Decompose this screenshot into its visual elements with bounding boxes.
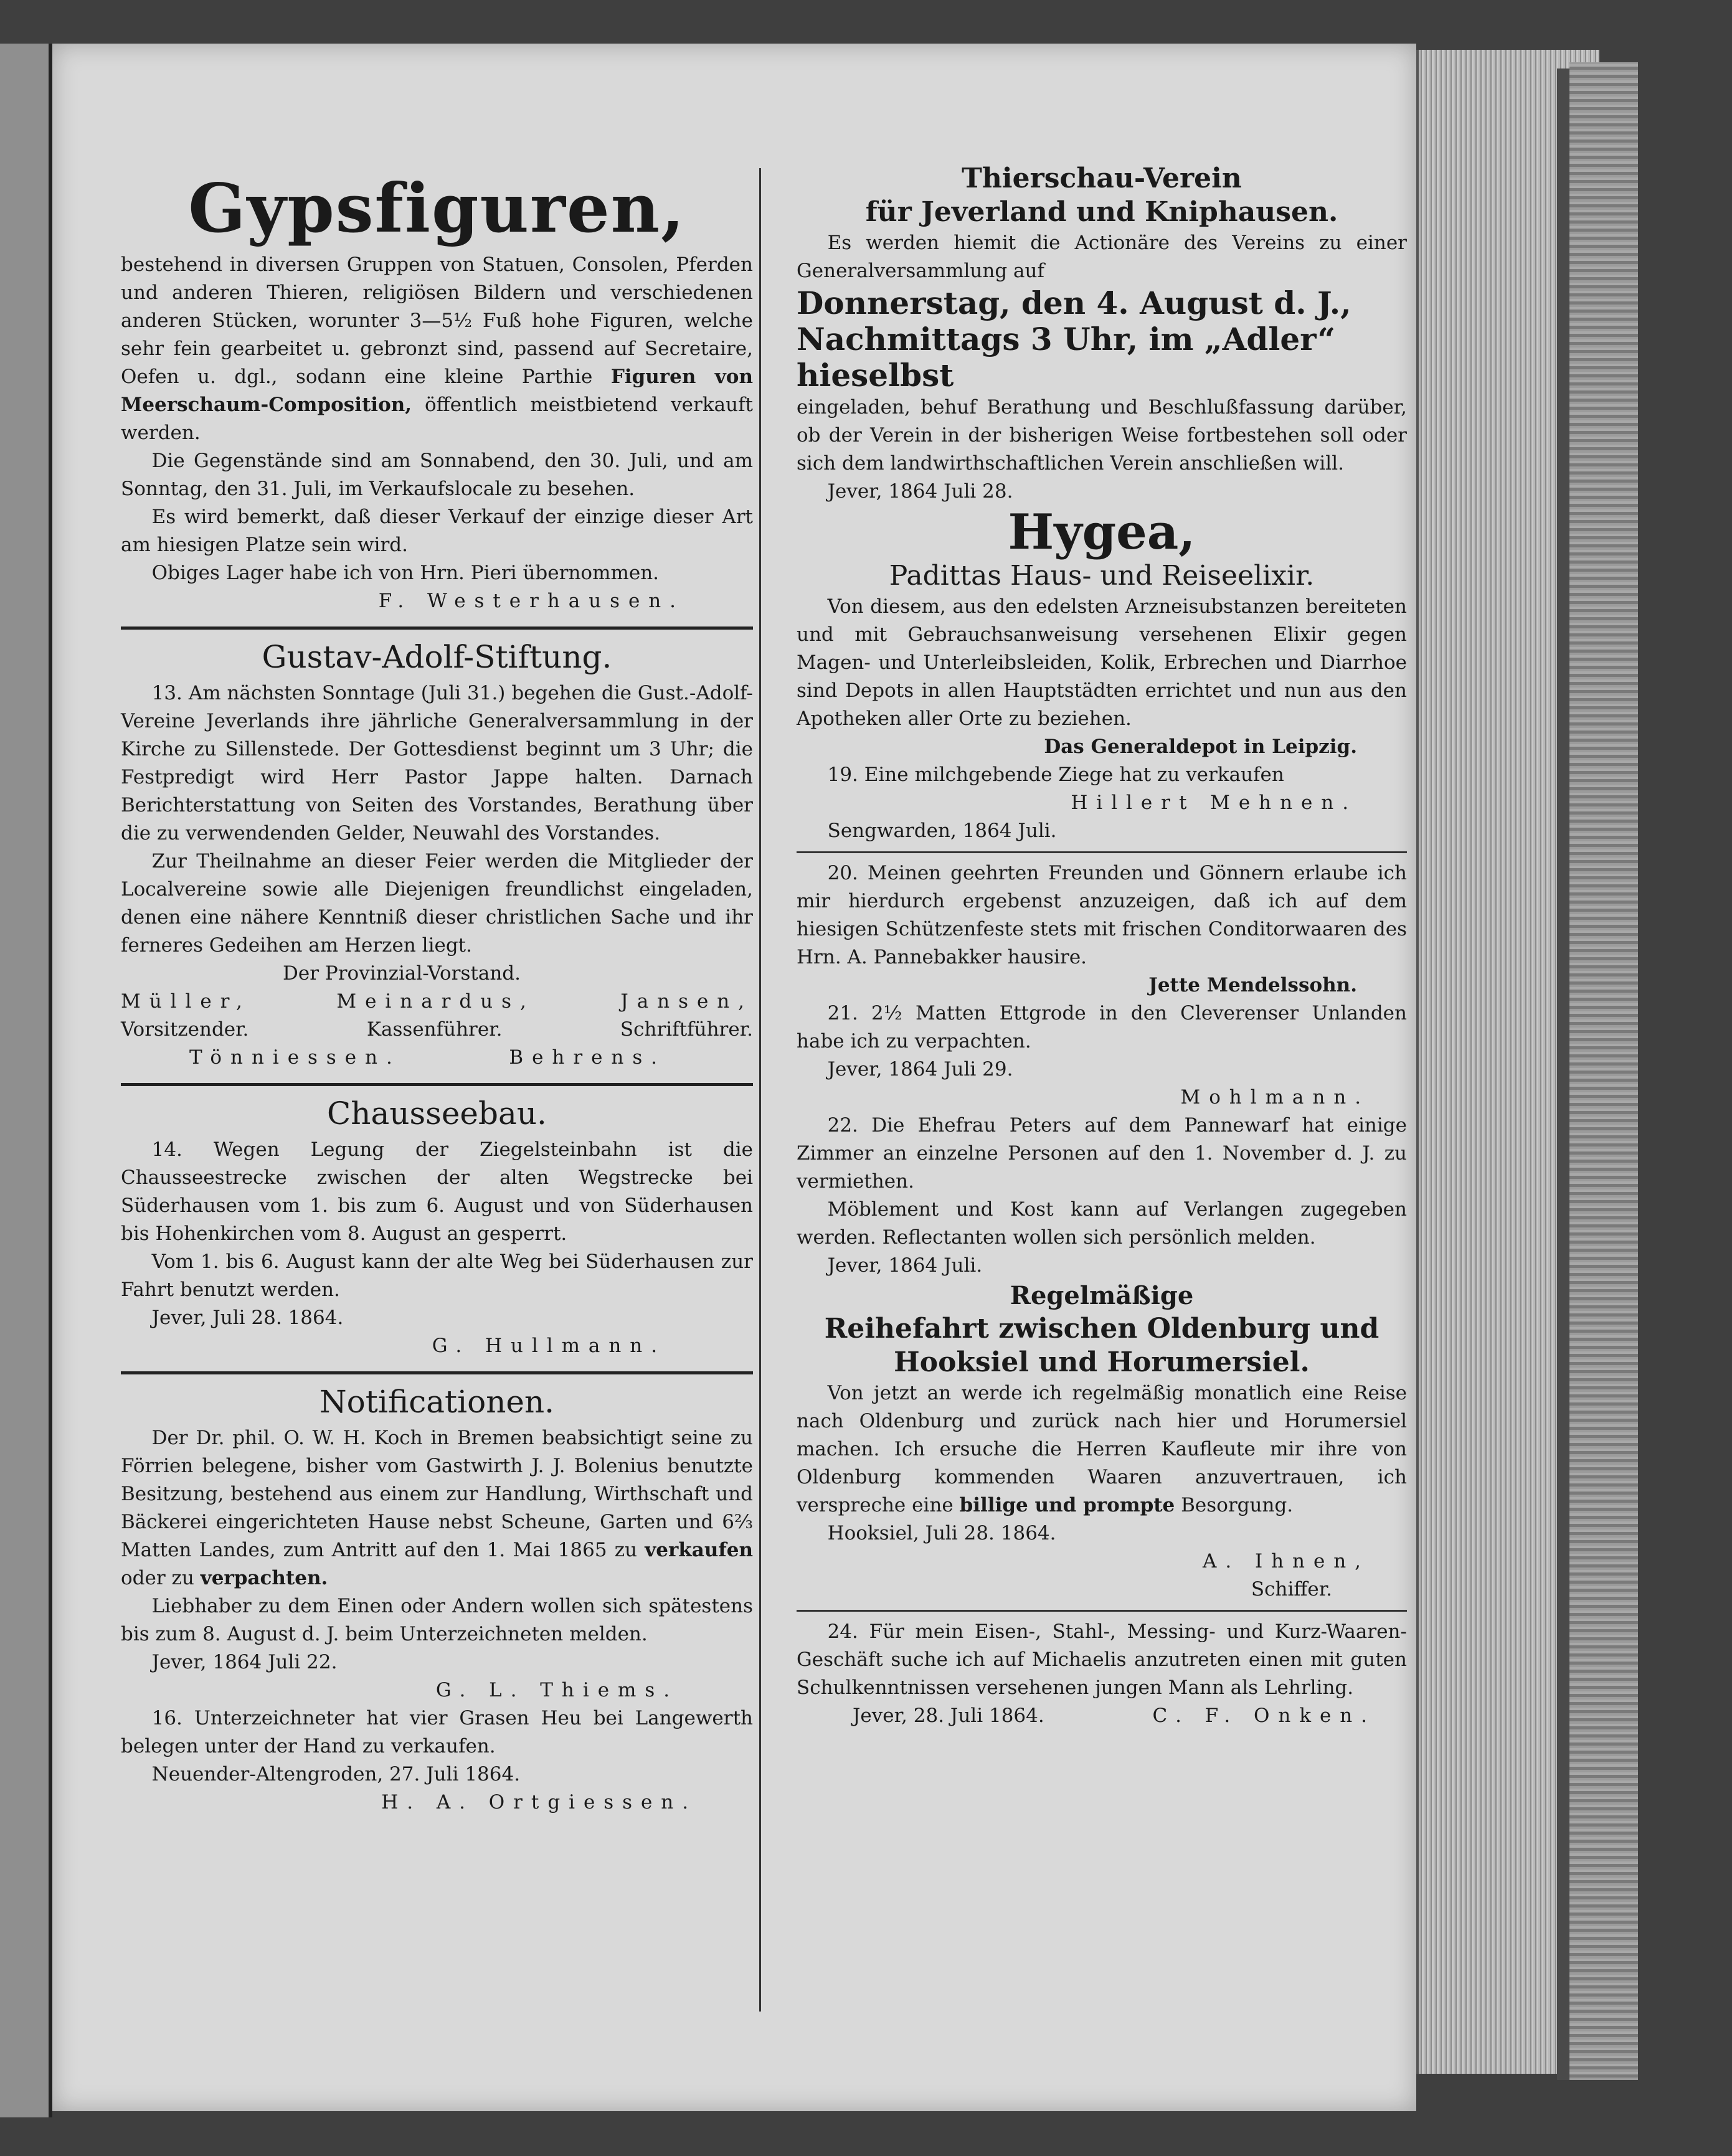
ad-title: Hygea, xyxy=(1008,504,1196,560)
notice-notificationen xyxy=(121,1383,753,1817)
board-role: Schriftführer. xyxy=(620,1018,753,1041)
newspaper-page xyxy=(52,44,1416,2111)
notice-paragraph: Vom 1. bis 6. August kann der alte Weg bei Süderhausen zur Fahrt benutzt werden. xyxy=(121,1251,753,1301)
signature: Das Generaldepot in Leipzig. xyxy=(1044,735,1357,758)
notice-22 xyxy=(797,1112,1407,1280)
ad-body xyxy=(121,251,753,447)
notice-chausseebau xyxy=(121,1095,753,1360)
section-title: Notificationen. xyxy=(319,1384,555,1420)
signature: Hillert Mehnen. xyxy=(1071,792,1357,814)
ad-paragraph: Es wird bemerkt, daß dieser Verkauf der einzige dieser Art am hiesigen Platze sein wird. xyxy=(121,506,753,556)
notice-date: Neuender-Altengroden, 27. Juli 1864. xyxy=(151,1763,521,1785)
notice-24 xyxy=(797,1618,1407,1730)
signature: Jette Mendelssohn. xyxy=(1148,974,1357,996)
board-role: Kassenführer. xyxy=(366,1018,503,1041)
section-rule xyxy=(121,1371,753,1374)
signature: A. Ihnen, xyxy=(1203,1550,1370,1572)
notice-21 xyxy=(797,1000,1407,1112)
notice-date: Jever, 28. Juli 1864. xyxy=(853,1704,1044,1727)
ad-text: Von jetzt an werde ich regelmäßig monatlich eine Reise nach Oldenburg und zurück nach hier und Horumersiel machen. Ich ersuche die Herren Kaufleute mir ihre von Oldenburg kommenden Waaren anzuvertrauen, ich verspreche eine xyxy=(797,1382,1407,1516)
notice-paragraph: 16. Unterzeichneter hat vier Grasen Heu bei Langewerth belegen unter der Hand zu verkaufen. xyxy=(121,1707,753,1757)
ad-text: Besorgung. xyxy=(1181,1494,1294,1516)
notice-date: Jever, Juli 28. 1864. xyxy=(151,1307,344,1329)
ad-subtitle: Padittas Haus- und Reiseelixir. xyxy=(889,560,1315,592)
notice-paragraph: 22. Die Ehefrau Peters auf dem Pannewarf hat einige Zimmer an einzelne Personen auf den 1. November d. J. zu vermiethen. xyxy=(797,1114,1407,1193)
ad-text: bestehend in diversen Gruppen von Statuen, Consolen, Pferden und anderen Thieren, religiösen Bildern und verschiedenen anderen Stücken, worunter 3—5½ Fuß hohe Figuren, welche sehr fein gearbeitet u. gebronzt sind, passend auf Secretaire, Oefen u. dgl., sodann eine kleine Parthie xyxy=(121,253,753,388)
notice-paragraph: 19. Eine milchgebende Ziege hat zu verkaufen xyxy=(827,764,1284,786)
board-name: Jansen, xyxy=(620,990,753,1013)
notice-20 xyxy=(797,859,1407,1000)
section-title: Chausseebau. xyxy=(327,1095,547,1132)
notice-paragraph: Es werden hiemit die Actionäre des Vereins zu einer Generalversammlung auf xyxy=(797,232,1407,282)
signature: G. L. Thiems. xyxy=(435,1679,678,1701)
board-title: Der Provinzial-Vorstand. xyxy=(283,962,521,985)
meeting-date: Donnerstag, den 4. August d. J., Nachmittags 3 Uhr, im „Adler“ hieselbst xyxy=(797,285,1351,394)
ad-paragraph: Von diesem, aus den edelsten Arzneisubstanzen bereiteten und mit Gebrauchsanweisung versehenen Elixir gegen Magen- und Unterleibsleiden, Kolik, Erbrechen und Diarrhoe sind Depots in allen Hauptstädten errichtet und nun aus den Apotheken aller Orte zu beziehen. xyxy=(797,595,1407,730)
notice-gustav-adolf xyxy=(121,638,753,1072)
board-roles-row xyxy=(121,1016,753,1044)
signature: H. A. Ortgiessen. xyxy=(381,1791,697,1813)
board-name: Behrens. xyxy=(509,1046,666,1069)
notice-thierschau-verein xyxy=(797,162,1407,506)
adjacent-page-edge xyxy=(0,44,52,2117)
notice-paragraph: 13. Am nächsten Sonntage (Juli 31.) begehen die Gust.-Adolf-Vereine Jeverlands ihre jährliche Generalversammlung in der Kirche zu Sillenstede. Der Gottesdienst beginnt um 3 Uhr; die Festpredigt wird Herr Pastor Jappe halten. Darnach Berichterstattung von Seiten des Vorstandes, Berathung über die zu verwendenden Gelder, Neuwahl des Vorstandes. xyxy=(121,682,753,844)
section-rule xyxy=(121,1083,753,1086)
section-subtitle: für Jeverland und Kniphausen. xyxy=(865,196,1338,228)
section-rule xyxy=(797,851,1407,853)
notice-paragraph xyxy=(121,1424,753,1592)
notice-date: Jever, 1864 Juli 22. xyxy=(151,1651,338,1673)
notice-paragraph: 21. 2½ Matten Ettgrode in den Cleverenser Unlanden habe ich zu verpachten. xyxy=(797,1002,1407,1052)
notice-paragraph: 20. Meinen geehrten Freunden und Gönnern erlaube ich mir hierdurch ergebenst anzuzeigen, daß ich auf dem hiesigen Schützenfeste stets mit frischen Conditorwaaren des Hrn. A. Pannebakker hausire. xyxy=(797,862,1407,968)
ad-text: öffentlich meistbietend verkauft werden. xyxy=(121,394,753,444)
notice-paragraph: Zur Theilnahme an dieser Feier werden die Mitglieder der Localvereine sowie alle Diejenigen freundlichst eingeladen, denen eine nähere Kenntniß dieser christlichen Sache und ihr ferneres Gedeihen am Herzen liegt. xyxy=(121,850,753,957)
notice-date: Jever, 1864 Juli 29. xyxy=(827,1058,1013,1080)
notice-bold-text: verkaufen xyxy=(645,1539,753,1561)
signature: Mohlmann. xyxy=(1180,1086,1370,1109)
board-name: Tönniessen. xyxy=(189,1046,401,1069)
board-names-row xyxy=(121,1044,753,1072)
column-divider xyxy=(759,168,761,2012)
ad-reihefahrt xyxy=(797,1280,1407,1604)
book-binding-speckle xyxy=(1569,62,1638,2080)
section-rule xyxy=(797,1610,1407,1612)
section-title: Thierschau-Verein xyxy=(962,163,1242,194)
notice-paragraph: 24. Für mein Eisen-, Stahl-, Messing- und Kurz-Waaren-Geschäft suche ich auf Michaelis anzutreten einen mit guten Schulkenntnissen versehenen jungen Mann als Lehrling. xyxy=(797,1620,1407,1699)
notice-date: Hooksiel, Juli 28. 1864. xyxy=(827,1522,1056,1544)
notice-bold-text: verpachten. xyxy=(200,1567,328,1589)
signature: G. Hullmann. xyxy=(432,1335,666,1357)
ad-title: Regelmäßige xyxy=(1010,1281,1194,1310)
section-rule xyxy=(121,626,753,630)
date-signature-row xyxy=(797,1702,1407,1730)
ad-paragraph xyxy=(797,1379,1407,1520)
ad-gypsfiguren xyxy=(121,171,753,615)
ad-paragraph: Obiges Lager habe ich von Hrn. Pieri übernommen. xyxy=(151,562,660,584)
notice-paragraph: eingeladen, behuf Berathung und Beschlußfassung darüber, ob der Verein in der bisherigen Weise fortbestehen soll oder sich dem landwirthschaftlichen Verein anschließen will. xyxy=(797,396,1407,475)
signature-role: Schiffer. xyxy=(1251,1578,1332,1600)
board-role: Vorsitzender. xyxy=(121,1018,249,1041)
ad-subtitle: Reihefahrt zwischen Oldenburg und Hooksiel und Horumersiel. xyxy=(824,1313,1379,1378)
notice-19 xyxy=(797,761,1407,845)
signature: C. F. Onken. xyxy=(1152,1704,1376,1727)
ad-bold-text: Figuren von Meerschaum-Composition, xyxy=(121,366,754,416)
notice-paragraph: Liebhaber zu dem Einen oder Andern wollen sich spätestens bis zum 8. August d. J. beim Unterzeichneten melden. xyxy=(121,1595,753,1645)
notice-date: Jever, 1864 Juli. xyxy=(827,1254,983,1277)
notice-date: Jever, 1864 Juli 28. xyxy=(827,480,1013,503)
left-column xyxy=(121,171,753,1817)
ad-bold-text: billige und prompte xyxy=(959,1494,1175,1516)
notice-text: Der Dr. phil. O. W. H. Koch in Bremen beabsichtigt seine zu Förrien belegene, bisher vom Gastwirth J. J. Bolenius benutzte Besitzung, bestehend aus einem zur Handlung, Wirthschaft und Bäckerei eingerichteten Hause nebst Scheune, Garten und 6⅔ Matten Landes, zum Antritt auf den 1. Mai 1865 zu xyxy=(121,1427,753,1561)
right-column xyxy=(797,162,1407,1730)
ad-title: Gypsfiguren, xyxy=(188,169,686,248)
board-names-row xyxy=(121,988,753,1016)
notice-text: oder zu xyxy=(121,1567,194,1589)
section-title: Gustav-Adolf-Stiftung. xyxy=(262,639,612,675)
notice-date: Sengwarden, 1864 Juli. xyxy=(827,820,1057,842)
ad-hygea xyxy=(797,506,1407,761)
ad-paragraph: Die Gegenstände sind am Sonnabend, den 30. Juli, und am Sonntag, den 31. Juli, im Verkaufslocale zu besehen. xyxy=(121,450,753,500)
board-name: Müller, xyxy=(121,990,251,1013)
notice-paragraph: 14. Wegen Legung der Ziegelsteinbahn ist die Chausseestrecke zwischen der alten Wegstrecke bei Süderhausen vom 1. bis zum 6. August und von Süderhausen bis Hohenkirchen vom 8. August an gesperrt. xyxy=(121,1138,753,1245)
board-name: Meinardus, xyxy=(336,990,535,1013)
notice-paragraph: Möblement und Kost kann auf Verlangen zugegeben werden. Reflectanten wollen sich persönlich melden. xyxy=(797,1198,1407,1249)
signature: F. Westerhausen. xyxy=(378,590,684,612)
